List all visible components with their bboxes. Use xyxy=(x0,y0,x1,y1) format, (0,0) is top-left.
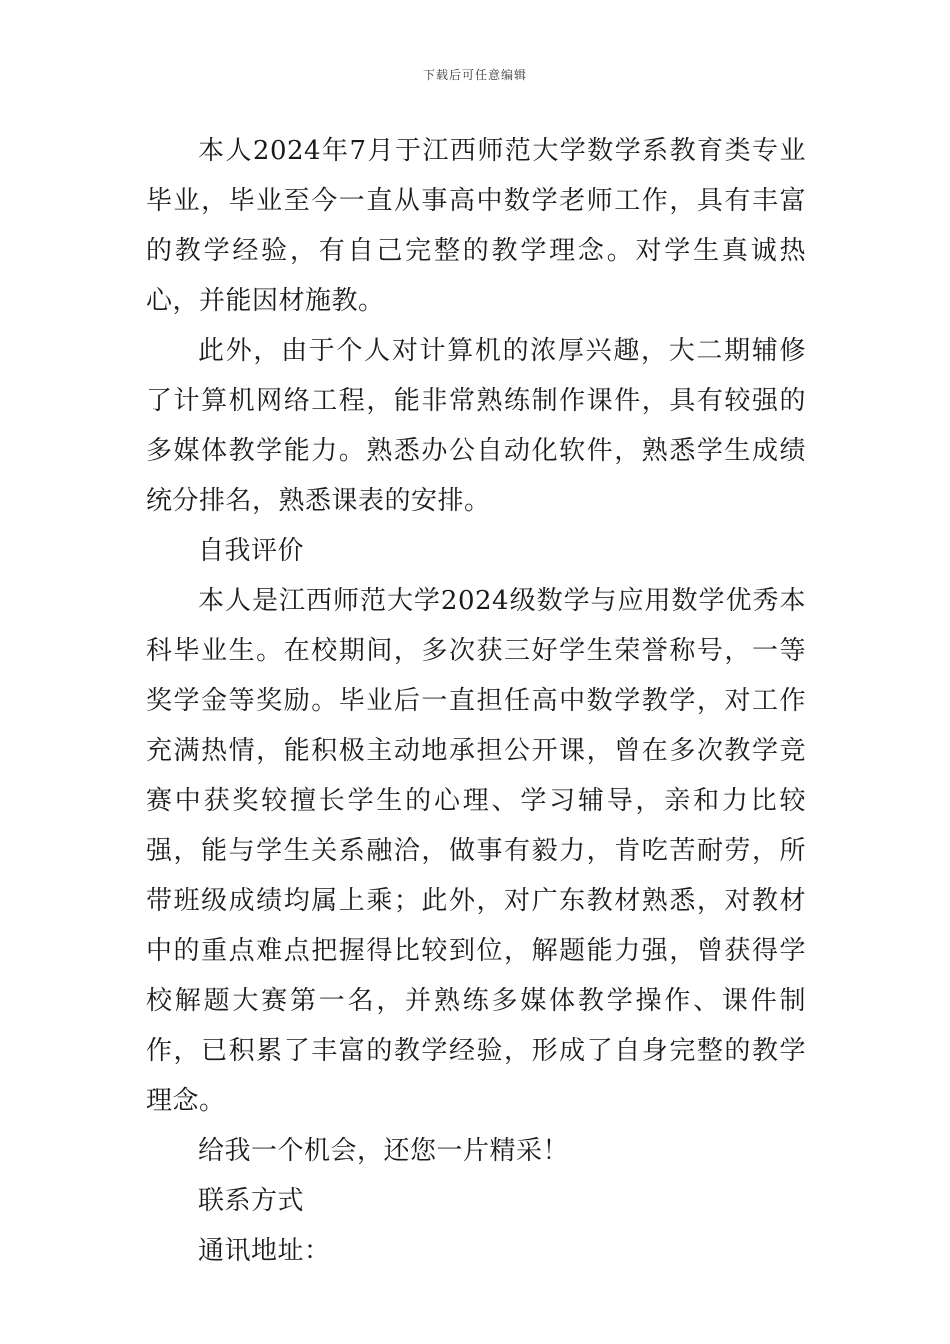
heading-contact: 联系方式 xyxy=(198,1186,305,1216)
paragraph-self-evaluation: 本人是江西师范大学2024级数学与应用数学优秀本科毕业生。在校期间，多次获三好学生荣誉称号，一等奖学金等奖励。毕业后一直担任高中数学教学，对工作充满热情，能积极主动地承担公开课，曾在多次教学竞赛中获奖较擅长学生的心理、学习辅导，亲和力比较强，能与学生关系融洽，做事有毅力，肯吃苦耐劳，所带班级成绩均属上乘；此外，对广东教材熟悉，对教材中的重点难点把握得比较到位，解题能力强，曾获得学校解题大赛第一名，并熟练多媒体教学操作、课件制作，已积累了丰富的教学经验，形成了自身完整的教学理念。 xyxy=(146,586,806,1116)
paragraph-education: 本人2024年7月于江西师范大学数学系教育类专业毕业，毕业至今一直从事高中数学老师工作，具有丰富的教学经验，有自己完整的教学理念。对学生真诚热心，并能因材施教。 xyxy=(146,136,806,316)
header-note: 下载后可任意编辑 xyxy=(422,68,527,82)
paragraph-skills: 此外，由于个人对计算机的浓厚兴趣，大二期辅修了计算机网络工程，能非常熟练制作课件，具有较强的多媒体教学能力。熟悉办公自动化软件，熟悉学生成绩统分排名，熟悉课表的安排。 xyxy=(146,336,806,516)
document-body xyxy=(146,126,806,1276)
heading-self-evaluation: 自我评价 xyxy=(198,536,305,566)
address-label: 通讯地址： xyxy=(198,1236,331,1266)
slogan-line: 给我一个机会，还您一片精采！ xyxy=(198,1136,570,1166)
